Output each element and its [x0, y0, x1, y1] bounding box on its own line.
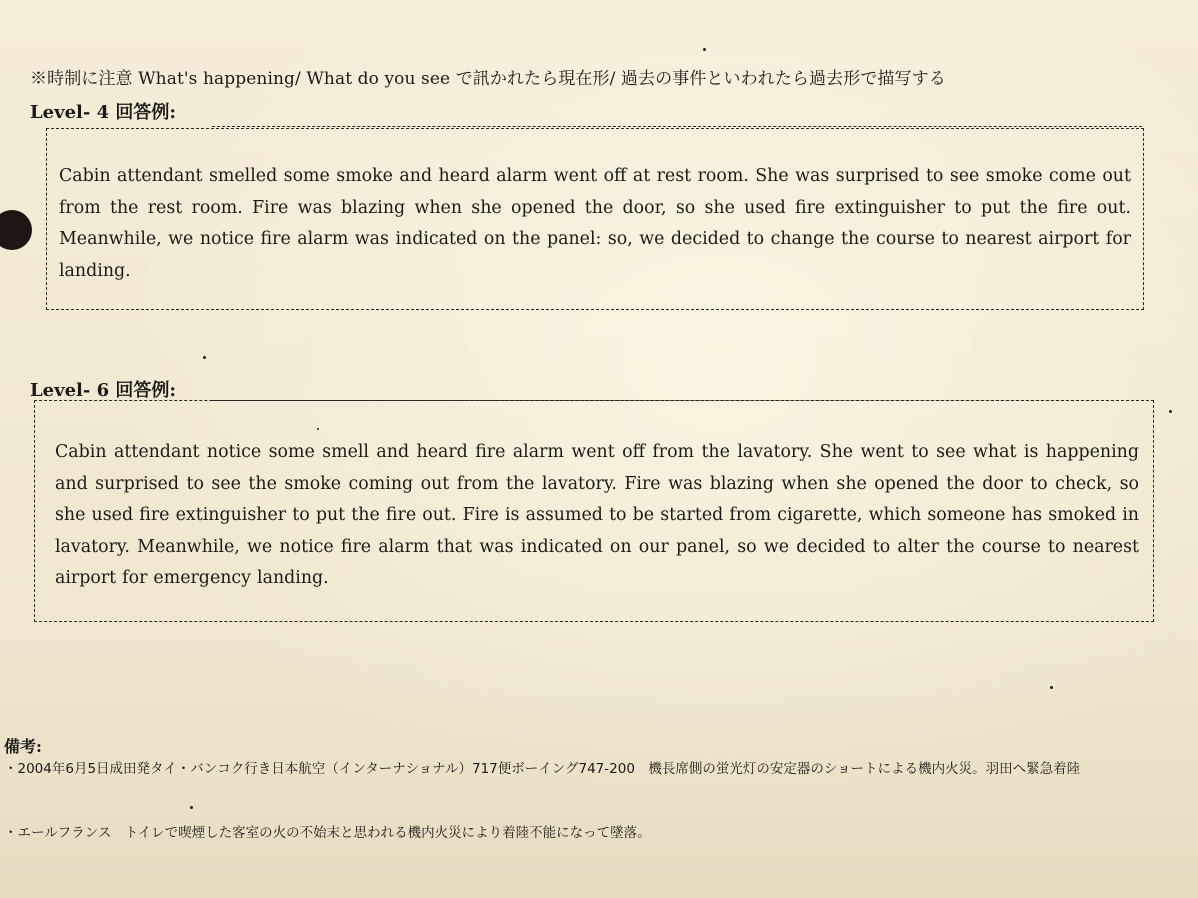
- level6-answer-box: [34, 400, 1154, 622]
- ink-speck: [1050, 686, 1053, 689]
- notes-heading: 備考:: [4, 737, 42, 756]
- ink-speck: [1169, 410, 1172, 413]
- level6-label: Level- 6 回答例:: [30, 380, 177, 401]
- level6-answer-text: Cabin attendant notice some smell and heard fire alarm went off from the lavatory. She went to see what is happening and surprised to see the smoke coming out from the lavatory. Fire was blazing when she opened the door to check, so she used fire extinguisher to put the fire out. Fire is assumed to be started from cigarette, which someone has smoked in lavatory. Meanwhile, we notice fire alarm that was indicated on our panel, so we decided to alter the course to nearest airport for emergency landing.: [55, 442, 1139, 588]
- ink-speck: [703, 48, 706, 51]
- ink-speck: [190, 806, 193, 809]
- ink-speck: [203, 356, 206, 359]
- level4-label-line: [212, 126, 1142, 127]
- notes-item: ・2004年6月5日成田発タイ・バンコク行き日本航空（インターナショナル）717便ボーイング747-200 機長席側の蛍光灯の安定器のショートによる機内火災。羽田へ緊急着陸: [4, 761, 1081, 777]
- notes-item: ・エールフランス トイレで喫煙した客室の火の不始末と思われる機内火災により着陸不能になって墜落。: [4, 825, 651, 841]
- punch-hole: [0, 210, 32, 250]
- tense-note: ※時制に注意 What's happening/ What do you see で訊かれたら現在形/ 過去の事件といわれたら過去形で描写する: [30, 69, 946, 89]
- level4-answer-box: [46, 128, 1144, 310]
- level4-answer-text: Cabin attendant smelled some smoke and heard alarm went off at rest room. She was surprised to see smoke come out from the rest room. Fire was blazing when she opened the door, so she used fire extinguisher to put the fire out. Meanwhile, we notice fire alarm was indicated on the panel: so, we decided to change the course to nearest airport for landing.: [59, 166, 1131, 281]
- level4-label: Level- 4 回答例:: [30, 102, 177, 123]
